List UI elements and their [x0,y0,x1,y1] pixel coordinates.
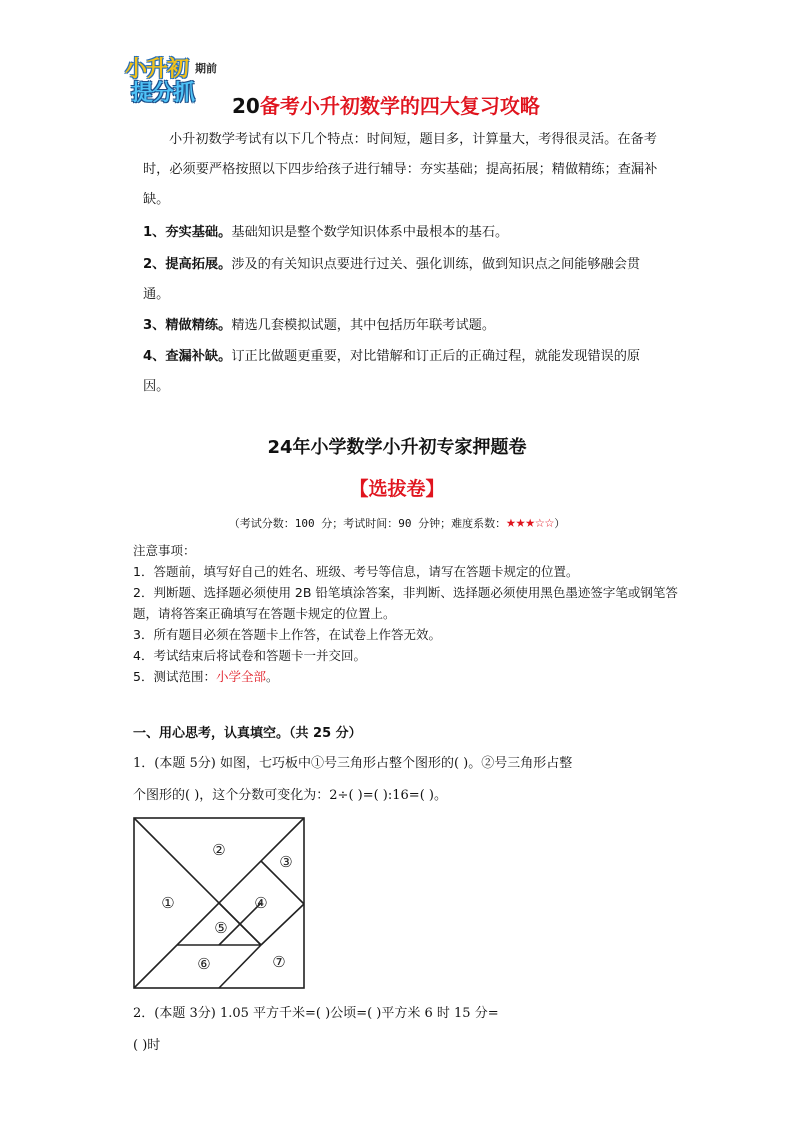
question-1-line-1: 1．(本题 5分) 如图，七巧板中①号三角形占整个图形的( )。②号三角形占整 [133,756,573,771]
star-empty-icon: ☆☆ [535,512,555,531]
exam-subtitle: 【选拔卷】 [349,478,445,500]
tangram-label-6: ⑥ [197,955,211,973]
question-1-line-2: 个图形的( )，这个分数可变化为：2÷( )=( ):16=( )。 [133,788,447,803]
guide-item-label: 3、精做精练。 [143,318,232,333]
notes-header: 注意事项： [133,543,196,558]
exam-info-prefix: （考试分数：100 分；考试时间：90 分钟；难度系数： [228,517,507,530]
tangram-figure [133,817,305,989]
note-2: 2．判断题、选择题必须使用 2B 铅笔填涂答案，非判断、选择题必须使用黑色墨迹签字笔或钢笔答题，请将答案正确填写在答题卡规定的位置上。 [133,585,678,621]
question-2-line-2: ( )时 [133,1038,161,1053]
logo-line1: 小升初 [125,57,189,82]
guide-item-1 [143,218,663,248]
guide-title [232,90,540,119]
note-3: 3．所有题目必须在答题卡上作答，在试卷上作答无效。 [133,627,441,642]
guide-item-label: 4、查漏补缺。 [143,349,232,364]
star-filled-icon: ★★★ [506,512,535,531]
guide-item-text: 精选几套模拟试题，其中包括历年联考试题。 [231,318,496,333]
note-5 [133,666,693,687]
tangram-label-4: ④ [254,894,268,912]
guide-item-text: 基础知识是整个数学知识体系中最根本的基石。 [231,225,509,240]
difficulty-stars [506,512,554,531]
guide-item-3 [143,311,663,341]
question-2-line-1: 2．(本题 3分) 1.05 平方千米=( )公顷=( )平方米 6 时 15 分= [133,1006,499,1021]
guide-item-label: 1、夯实基础。 [143,225,232,240]
guide-title-text: 备考小升初数学的四大复习攻略 [259,94,540,118]
tangram-line-8 [219,945,261,988]
exam-info [0,512,794,531]
tangram-label-3: ③ [279,853,293,871]
tangram-label-5: ⑤ [214,919,228,937]
section-title: 一、用心思考，认真填空。（共 25 分） [133,726,362,741]
tangram-label-2: ② [212,841,226,859]
logo-small-text: 期前 [195,62,217,75]
guide-item-4 [143,342,663,402]
logo [125,52,225,104]
guide-item-text: 涉及的有关知识点要进行过关、强化训练，做到知识点之间能够融会贯通。 [143,257,641,302]
tangram-label-7: ⑦ [272,953,286,971]
note-5-suffix: 。 [265,669,279,684]
guide-item-text: 订正比做题更重要，对比错解和订正后的正确过程，就能发现错误的原因。 [143,349,641,394]
guide-item-2 [143,250,663,310]
note-1: 1．答题前，填写好自己的姓名、班级、考号等信息，请写在答题卡规定的位置。 [133,564,579,579]
guide-item-label: 2、提高拓展。 [143,257,232,272]
note-4: 4．考试结束后将试卷和答题卡一并交回。 [133,648,366,663]
note-5-value: 小学全部 [215,669,266,684]
note-5-prefix: 5．测试范围： [133,669,216,684]
guide-intro: 小升初数学考试有以下几个特点：时间短，题目多，计算量大，考得很灵活。在备考时，必须要严格按照以下四步给孩子进行辅导：夯实基础；提高拓展；精做精练；查漏补缺。 [143,132,658,207]
tangram-label-1: ① [161,894,175,912]
exam-info-suffix: ） [554,517,566,530]
guide-title-number: 20 [232,94,260,118]
exam-title: 24年小学数学小升初专家押题卷 [267,437,527,458]
logo-line2: 提分抓 [131,81,195,106]
